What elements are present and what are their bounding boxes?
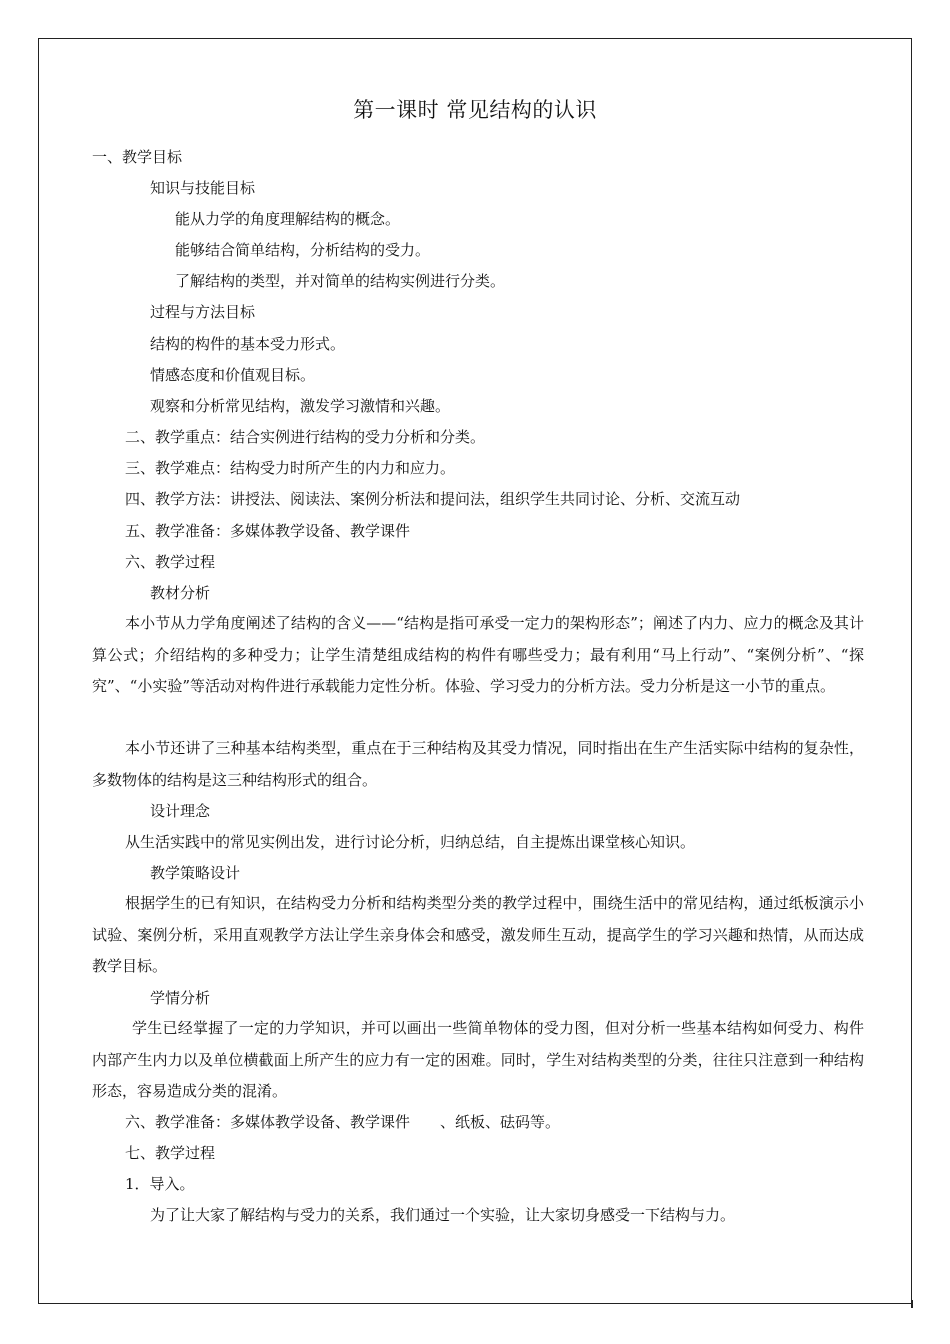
subheading-design-concept: 设计理念	[150, 802, 211, 820]
paragraph-material-analysis-1: 本小节从力学角度阐述了结构的含义——“结构是指可承受一定力的架构形态”；阐述了内力、应力的概念及其计算公式；介绍结构的多种受力；让学生清楚组成结构的构件有哪些受力；最有利用“马上行动”、“案例分析”、“探究”、“小实验”等活动对构件进行承载能力定性分析。体验、学习受力的分析方法。受力分析是这一小节的重点。	[92, 614, 864, 695]
paragraph-material-analysis-2: 本小节还讲了三种基本结构类型，重点在于三种结构及其受力情况，同时指出在生产生活实际中结构的复杂性，多数物体的结构是这三种结构形式的组合。	[92, 739, 864, 789]
teaching-preparation-2: 六、教学准备：多媒体教学设备、教学课件 、纸板、砝码等。	[125, 1113, 561, 1131]
step-introduction: 1．导入。	[125, 1175, 195, 1193]
teaching-key-point: 二、教学重点：结合实例进行结构的受力分析和分类。	[125, 428, 486, 446]
subheading-student-analysis: 学情分析	[150, 989, 211, 1007]
heading-teaching-process-2: 七、教学过程	[125, 1144, 216, 1162]
teaching-difficulty: 三、教学难点：结构受力时所产生的内力和应力。	[125, 459, 456, 477]
process-item-1: 结构的构件的基本受力形式。	[150, 335, 346, 353]
document-title: 第一课时 常见结构的认识	[353, 98, 597, 122]
subheading-strategy-design: 教学策略设计	[150, 864, 241, 882]
introduction-text: 为了让大家了解结构与受力的关系，我们通过一个实验，让大家切身感受一下结构与力。	[150, 1206, 736, 1224]
objective-item-2: 能够结合简单结构，分析结构的受力。	[175, 241, 431, 259]
border-rule	[911, 1300, 913, 1308]
subheading-material-analysis: 教材分析	[150, 584, 211, 602]
attitude-item-1: 观察和分析常见结构，激发学习激情和兴趣。	[150, 397, 451, 415]
objective-item-1: 能从力学的角度理解结构的概念。	[175, 210, 401, 228]
subheading-attitude-values: 情感态度和价值观目标。	[150, 366, 316, 384]
objective-item-3: 了解结构的类型，并对简单的结构实例进行分类。	[175, 272, 506, 290]
teaching-methods: 四、教学方法：讲授法、阅读法、案例分析法和提问法，组织学生共同讨论、分析、交流互动	[125, 490, 741, 508]
teaching-preparation: 五、教学准备：多媒体教学设备、教学课件	[125, 522, 411, 540]
heading-teaching-objectives: 一、教学目标	[92, 148, 183, 166]
heading-teaching-process: 六、教学过程	[125, 553, 216, 571]
paragraph-strategy-design: 根据学生的已有知识，在结构受力分析和结构类型分类的教学过程中，围绕生活中的常见结构，通过纸板演示小试验、案例分析，采用直观教学方法让学生亲身体会和感受，激发师生互动，提高学生的学习兴趣和热情，从而达成教学目标。	[92, 894, 864, 975]
design-concept-text: 从生活实践中的常见实例出发，进行讨论分析，归纳总结，自主提炼出课堂核心知识。	[125, 833, 696, 851]
subheading-process-method: 过程与方法目标	[150, 303, 256, 321]
subheading-knowledge-skills: 知识与技能目标	[150, 179, 256, 197]
paragraph-student-analysis: 学生已经掌握了一定的力学知识，并可以画出一些简单物体的受力图，但对分析一些基本结构如何受力、构件内部产生内力以及单位横截面上所产生的应力有一定的困难。同时，学生对结构类型的分类，往往只注意到一种结构形态，容易造成分类的混淆。	[92, 1019, 864, 1100]
